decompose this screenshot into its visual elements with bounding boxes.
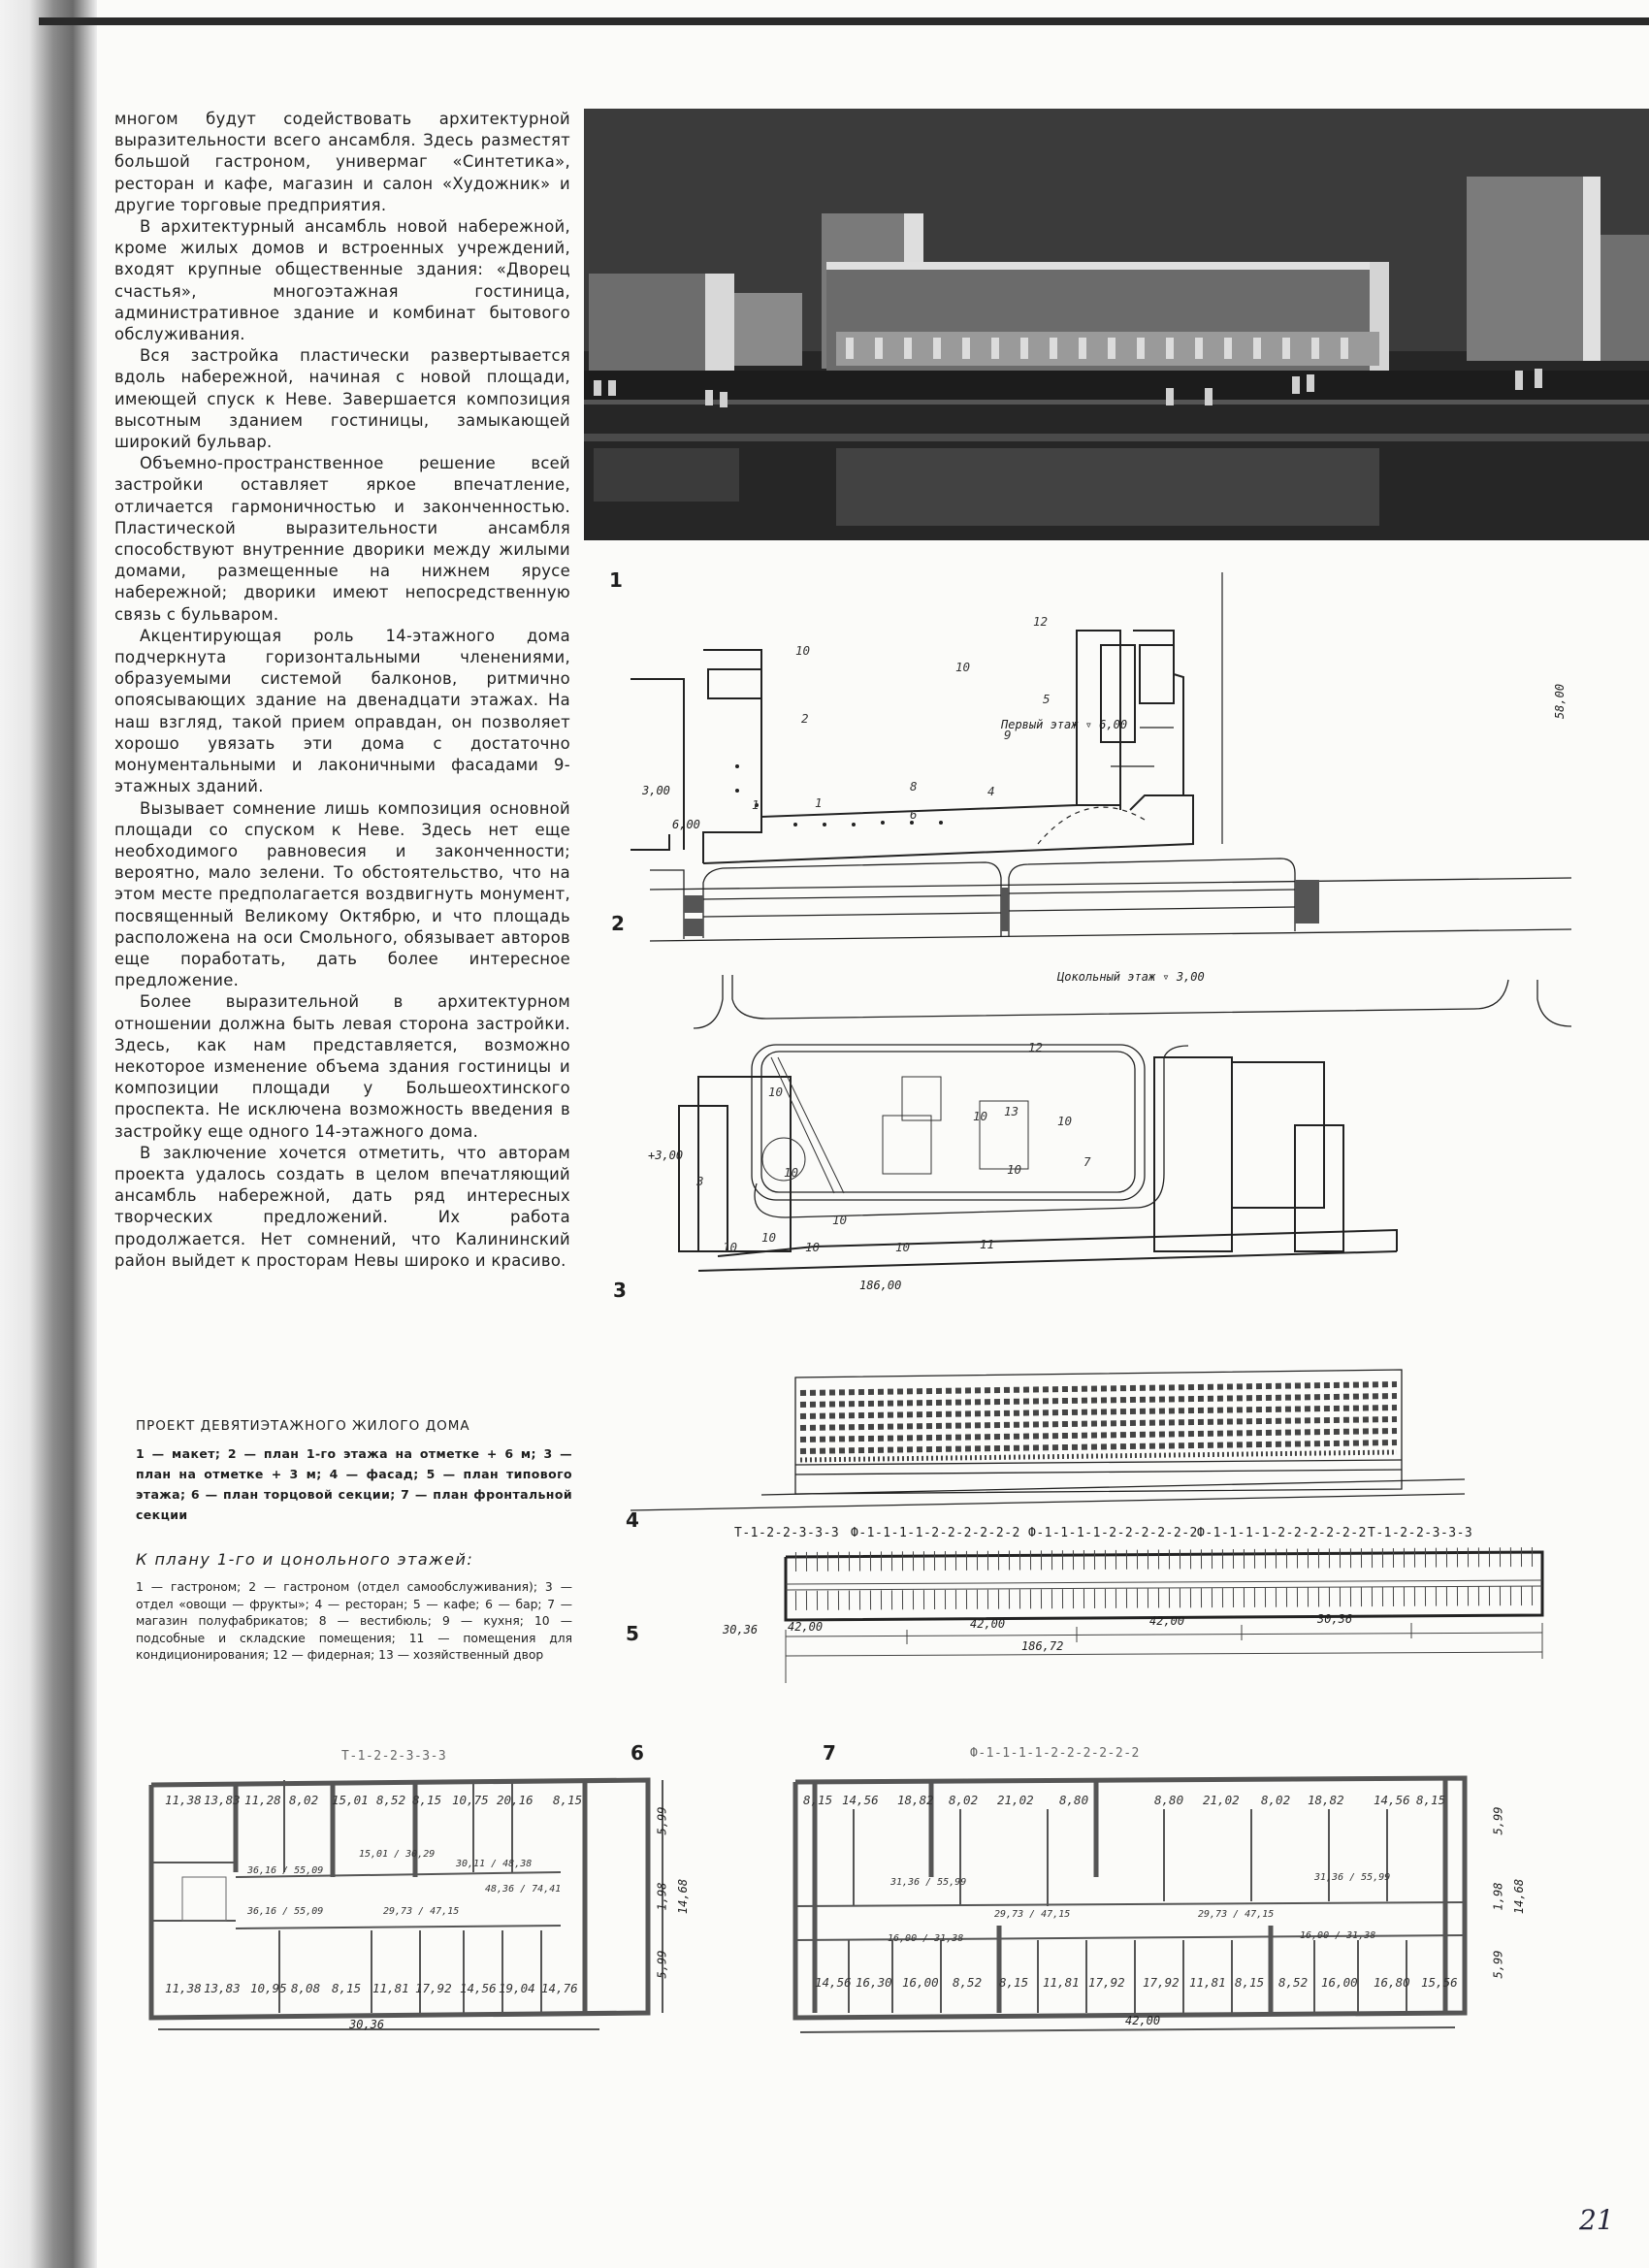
segment-dim: 30,36 xyxy=(1317,1612,1353,1626)
figure-number-7: 7 xyxy=(823,1741,836,1765)
first-floor-level-left-bottom: 6,00 xyxy=(672,818,700,831)
section-formula: Ф-1-1-1-1-2-2-2-2-2-2 xyxy=(1028,1526,1198,1540)
room-label: 13 xyxy=(1004,1104,1019,1118)
figure-number-6: 6 xyxy=(630,1741,644,1765)
facade-drawing xyxy=(630,1363,1484,1518)
apartment-area: 29,73 / 47,15 xyxy=(1198,1909,1275,1920)
basement-label: Цокольный этаж ▿ 3,00 xyxy=(1057,970,1205,984)
length-dim: 30,36 xyxy=(349,2018,385,2031)
room-label: 10 xyxy=(955,660,971,674)
first-floor-depth-dim: 58,00 xyxy=(1553,683,1568,720)
apartment-area: 31,36 / 55,99 xyxy=(890,1877,967,1888)
room-label: 9 xyxy=(1004,728,1012,742)
apartment-area: 48,36 / 74,41 xyxy=(485,1884,562,1895)
room-area: 14,56 xyxy=(1374,1793,1410,1807)
room-area: 16,80 xyxy=(1374,1975,1410,1990)
figure-number-1: 1 xyxy=(609,568,623,592)
room-label: 10 xyxy=(805,1240,821,1254)
room-area: 18,82 xyxy=(1308,1793,1344,1807)
room-area: 11,28 xyxy=(244,1793,281,1807)
room-area: 21,02 xyxy=(997,1793,1034,1807)
room-area: 13,83 xyxy=(204,1793,241,1807)
room-area: 8,15 xyxy=(999,1975,1029,1990)
room-area: 14,76 xyxy=(541,1981,578,1995)
paragraph: В заключение хочется отметить, что авторам проекта удалось создать в целом впечатляющий ансамбль набережной, дать ряд интересных творческих предложений. Их работа продолжается. Нет сомнений, что Калининский район выйдет к просторам Невы широко и красиво. xyxy=(114,1143,570,1270)
article-body xyxy=(114,109,570,1272)
room-label: 10 xyxy=(1057,1114,1073,1128)
room-label: 12 xyxy=(1033,614,1049,629)
room-area: 14,56 xyxy=(815,1975,852,1990)
room-area: 17,92 xyxy=(1143,1975,1180,1990)
caption-title: ПРОЕКТ ДЕВЯТИЭТАЖНОГО ЖИЛОГО ДОМА xyxy=(136,1418,470,1434)
room-label: 10 xyxy=(1007,1162,1022,1177)
room-area: 8,15 xyxy=(412,1793,442,1807)
model-photo-illustration xyxy=(584,109,1649,540)
room-area: 10,75 xyxy=(452,1793,489,1807)
depth-dim: 5,99 xyxy=(1491,1806,1505,1835)
room-area: 17,92 xyxy=(1088,1975,1125,1990)
frontal-section-formula: Ф-1-1-1-1-2-2-2-2-2-2 xyxy=(970,1746,1140,1761)
paragraph: многом будут содействовать архитектурной выразительности всего ансамбля. Здесь разместят большой гастроном, универмаг «Синтетика», ресторан и кафе, магазин и салон «Художник» и другие торговые предприятия. xyxy=(114,110,570,214)
room-label: 10 xyxy=(723,1240,738,1254)
room-area: 8,80 xyxy=(1154,1793,1184,1807)
apartment-area: 30,11 / 48,38 xyxy=(456,1859,533,1869)
room-label: 10 xyxy=(761,1230,777,1245)
paragraph: Вся застройка пластически развертывается вдоль набережной, начиная с новой площади, имеющей спуск к Неве. Завершается композиция высотным зданием гостиницы, замыкающей широкий бульвар. xyxy=(114,346,570,452)
room-area: 11,38 xyxy=(165,1981,202,1995)
paragraph: Акцентирующая роль 14-этажного дома подчеркнута горизонтальными членениями, образуемыми системой балконов, ритмично опоясывающих здание на двенадцати этажах. На наш взгляд, такой прием оправдан, он позволяет хорошо увязать эти дома с достаточно монументальными и лаконичными фасадами 9-этажных зданий. xyxy=(114,626,570,796)
room-area: 17,92 xyxy=(415,1981,452,1995)
room-label: 12 xyxy=(1028,1040,1044,1054)
room-label: 6 xyxy=(910,807,918,822)
paragraph: Объемно-пространственное решение всей застройки оставляет яркое впечатление, отличается гармоничностью и законченностью. Пластической выразительности ансамбля способствуют внутренние дворики между жилыми домами, размещенные на нижнем ярусе набережной; дворики имеют непосредственную связь с бульваром. xyxy=(114,454,570,624)
room-area: 8,15 xyxy=(332,1981,362,1995)
apartment-area: 31,36 / 55,99 xyxy=(1314,1872,1391,1883)
end-section-formula: Т-1-2-2-3-3-3 xyxy=(341,1749,447,1764)
total-length-dim: 186,72 xyxy=(1021,1639,1064,1653)
depth-dim: 1,98 xyxy=(1491,1882,1505,1911)
figure-caption xyxy=(136,1418,572,1525)
room-area: 14,56 xyxy=(460,1981,497,1995)
first-floor-plan-drawing xyxy=(601,601,1571,863)
room-area: 11,81 xyxy=(1043,1975,1080,1990)
room-area: 8,80 xyxy=(1059,1793,1089,1807)
section-formula: Т-1-2-2-3-3-3 xyxy=(1368,1526,1473,1540)
room-area: 8,52 xyxy=(953,1975,983,1990)
apartment-area: 36,16 / 55,09 xyxy=(247,1865,324,1876)
apartment-area: 36,16 / 55,09 xyxy=(247,1906,324,1917)
depth-dim: 1,98 xyxy=(655,1882,669,1911)
figure-number-3: 3 xyxy=(613,1279,627,1302)
plan-key-title: К плану 1-го и цонольного этажей: xyxy=(136,1550,474,1569)
scan-binding-shadow xyxy=(0,0,97,2268)
apartment-area: 29,73 / 47,15 xyxy=(383,1906,460,1917)
room-label: 1 xyxy=(752,797,760,812)
room-area: 21,02 xyxy=(1203,1793,1240,1807)
room-area: 8,15 xyxy=(803,1793,833,1807)
segment-dim: 42,00 xyxy=(788,1620,824,1634)
room-label: 10 xyxy=(768,1085,784,1099)
embankment-strip-drawing xyxy=(650,859,1571,946)
apartment-area: 29,73 / 47,15 xyxy=(994,1909,1071,1920)
room-label: 10 xyxy=(795,643,811,658)
total-depth-dim: 14,68 xyxy=(1512,1878,1527,1915)
room-area: 8,08 xyxy=(291,1981,321,1995)
room-label: 8 xyxy=(910,779,918,794)
room-label: 7 xyxy=(1083,1154,1091,1169)
room-area: 20,16 xyxy=(497,1793,534,1807)
room-area: 16,30 xyxy=(856,1975,892,1990)
room-label: 3 xyxy=(696,1174,704,1188)
room-label: 1 xyxy=(815,795,823,810)
first-floor-level-left-top: 3,00 xyxy=(642,784,670,797)
apartment-area: 16,00 / 31,38 xyxy=(1300,1930,1376,1941)
room-area: 16,00 xyxy=(1321,1975,1358,1990)
depth-dim: 5,99 xyxy=(655,1806,669,1835)
room-area: 15,56 xyxy=(1421,1975,1458,1990)
room-label: 2 xyxy=(801,711,809,726)
paragraph: В архитектурный ансамбль новой набережной, кроме жилых домов и встроенных учреждений, входят крупные общественные здания: «Дворец счастья», многоэтажная гостиница, административное здание и комбинат бытового обслуживания. xyxy=(114,217,570,344)
room-area: 15,01 xyxy=(332,1793,369,1807)
room-area: 11,38 xyxy=(165,1793,202,1807)
first-floor-label: Первый этаж ▿ 6,00 xyxy=(1001,718,1128,731)
paragraph: Вызывает сомнение лишь композиция основной площади со спуском к Неве. Здесь нет еще необходимого равновесия и законченности; вероятно, мало зелени. То обстоятельство, что на этом месте предполагается воздвигнуть монумент, посвященный Великому Октябрю, и что площадь расположена на оси Смольного, обязывает авторов еще поработать, дать более интересное предложение. xyxy=(114,798,570,990)
paragraph: Более выразительной в архитектурном отношении должна быть левая сторона застройки. Здесь, как нам представляется, возможно некоторое изменение объема здания гостиницы и композиции площади у Большеохтинского проспекта. Не исключена возможность введения в застройку еще одного 14-этажного дома. xyxy=(114,992,570,1141)
depth-dim: 5,99 xyxy=(1491,1950,1505,1979)
figure-number-2: 2 xyxy=(611,912,625,935)
room-label: 10 xyxy=(973,1109,988,1123)
room-label: 11 xyxy=(980,1237,995,1251)
room-area: 8,02 xyxy=(1261,1793,1291,1807)
section-formula: Ф-1-1-1-1-2-2-2-2-2-2 xyxy=(1197,1526,1367,1540)
room-area: 8,15 xyxy=(1235,1975,1265,1990)
basement-level-left: +3,00 xyxy=(648,1149,684,1162)
segment-dim: 30,36 xyxy=(723,1623,759,1636)
total-depth-dim: 14,68 xyxy=(676,1878,691,1915)
model-photo xyxy=(584,109,1649,540)
room-area: 8,52 xyxy=(376,1793,406,1807)
room-area: 10,95 xyxy=(250,1981,287,1995)
scan-top-edge xyxy=(39,17,1649,25)
room-area: 8,02 xyxy=(949,1793,979,1807)
room-area: 16,00 xyxy=(902,1975,939,1990)
caption-items: 1 — макет; 2 — план 1-го этажа на отметке + 6 м; 3 — план на отметке + 3 м; 4 — фасад; 5 — план типового этажа; 6 — план торцовой секции; 7 — план фронтальной секции xyxy=(136,1446,572,1522)
segment-dim: 42,00 xyxy=(1149,1614,1185,1628)
room-label: 5 xyxy=(1043,692,1051,706)
basement-plan-drawing xyxy=(660,970,1552,1290)
room-area: 8,15 xyxy=(1416,1793,1446,1807)
room-area: 14,56 xyxy=(842,1793,879,1807)
plan-key-items: 1 — гастроном; 2 — гастроном (отдел самообслуживания); 3 — отдел «овощи — фрукты»; 4 — ресторан; 5 — кафе; 6 — бар; 7 — магазин полуфабрикатов; 8 — вестибюль; 9 — кухня; 10 — подсобные и складские помещения; 11 — помещения для кондиционирования; 12 — фидерная; 13 — хозяйственный двор xyxy=(136,1580,572,1662)
page-number: 21 xyxy=(1579,2204,1614,2236)
basement-length-dim: 186,00 xyxy=(859,1279,902,1292)
room-label: 4 xyxy=(987,784,995,798)
room-label: 10 xyxy=(784,1165,799,1180)
room-area: 13,83 xyxy=(204,1981,241,1995)
figure-number-5: 5 xyxy=(626,1622,639,1645)
segment-dim: 42,00 xyxy=(970,1617,1006,1631)
depth-dim: 5,99 xyxy=(655,1950,669,1979)
room-area: 11,81 xyxy=(1189,1975,1226,1990)
room-area: 8,15 xyxy=(553,1793,583,1807)
room-area: 19,04 xyxy=(499,1981,535,1995)
section-formula: Т-1-2-2-3-3-3 xyxy=(734,1526,840,1540)
room-area: 18,82 xyxy=(897,1793,934,1807)
figure-number-4: 4 xyxy=(626,1508,639,1532)
length-dim: 42,00 xyxy=(1125,2014,1161,2027)
apartment-area: 15,01 / 30,29 xyxy=(359,1849,436,1860)
room-label: 10 xyxy=(895,1240,911,1254)
section-formula: Ф-1-1-1-1-2-2-2-2-2-2 xyxy=(851,1526,1020,1540)
room-area: 8,02 xyxy=(289,1793,319,1807)
apartment-area: 16,00 / 31,38 xyxy=(888,1933,964,1944)
room-area: 11,81 xyxy=(372,1981,409,1995)
room-label: 10 xyxy=(832,1213,848,1227)
room-area: 8,52 xyxy=(1278,1975,1309,1990)
